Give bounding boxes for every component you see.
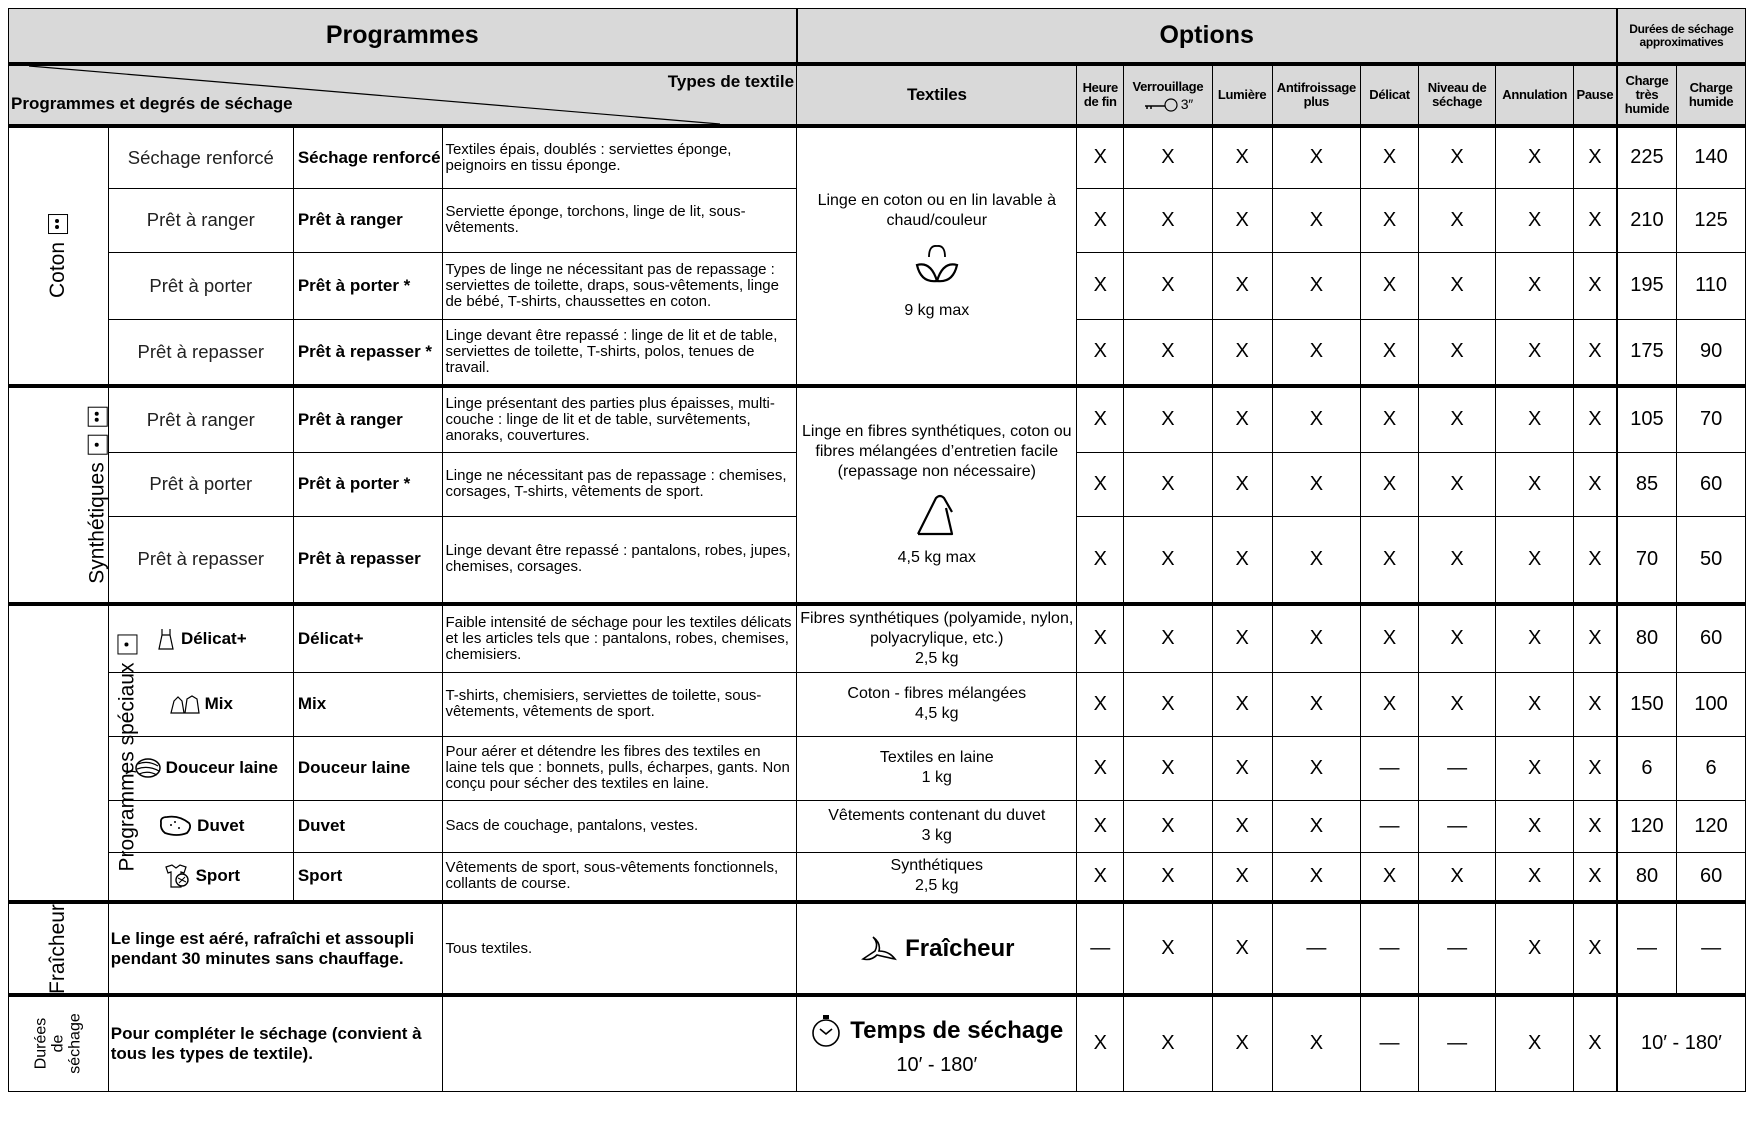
lock-time: 3″ [1180, 95, 1193, 112]
program-degree: Douceur laine [293, 736, 443, 800]
opt-cell: X [1124, 800, 1213, 852]
opt-cell: X [1361, 188, 1419, 252]
textiles-kg: 2,5 kg [914, 877, 959, 895]
opt-cell: X [1573, 516, 1616, 604]
opt-cell: X [1077, 852, 1124, 902]
opt-cell: X [1077, 319, 1124, 386]
duration-tres-humide: 150 [1617, 672, 1677, 736]
group-speciaux [9, 604, 139, 902]
program-degree: Prêt à repasser * [293, 319, 443, 386]
duration-humide: 90 [1677, 319, 1746, 386]
header-verrouillage [1124, 64, 1213, 126]
duvet-pillow-icon [157, 813, 193, 839]
opt-cell: X [1124, 736, 1213, 800]
header-antifroissage: Antifroissage plus [1272, 64, 1361, 126]
lock-key-icon [1143, 97, 1179, 111]
opt-cell: X [1573, 800, 1616, 852]
group-coton-label: Coton [46, 241, 70, 299]
program-desc: Linge devant être repassé : pantalons, robes, jupes, chemises, corsages. [443, 516, 797, 604]
opt-cell: X [1124, 188, 1213, 252]
opt-cell: X [1077, 516, 1124, 604]
opt-cell: X [1272, 672, 1361, 736]
textiles-kg: 2,5 kg [914, 649, 959, 667]
duration-humide: — [1677, 902, 1746, 995]
duration-tres-humide: 195 [1617, 252, 1677, 319]
program-desc: T-shirts, chemisiers, serviettes de toilette, sous-vêtements, vêtements de sport. [443, 672, 797, 736]
dry-one-dot-icon [88, 434, 108, 454]
dry-two-dots-icon [88, 406, 108, 426]
textiles-coton [797, 126, 1077, 386]
header-textiles: Textiles [797, 64, 1077, 126]
opt-cell: X [1212, 852, 1272, 902]
table-row [9, 604, 1746, 672]
opt-cell: X [1212, 516, 1272, 604]
opt-cell: X [1496, 386, 1574, 452]
program-desc: Types de linge ne nécessitant pas de repassage : serviettes de toilette, draps, sous-vêtements, linge de bébé, T-shirts, chaussettes en coton. [443, 252, 797, 319]
duration-tres-humide: 120 [1617, 800, 1677, 852]
opt-cell: X [1361, 126, 1419, 188]
opt-cell: X [1124, 452, 1213, 516]
program-name: Prêt à repasser [108, 516, 293, 604]
opt-cell: X [1272, 386, 1361, 452]
opt-cell: — [1361, 800, 1419, 852]
duration-range: 10′ - 180′ [1617, 995, 1746, 1091]
opt-cell: X [1124, 672, 1213, 736]
temps-range: 10′ - 180′ [896, 1053, 978, 1076]
duration-tres-humide: — [1617, 902, 1677, 995]
textiles-text: Synthétiques [890, 857, 984, 875]
group-synthetiques [9, 386, 109, 604]
types-textile-label: Types de textile [667, 72, 795, 91]
opt-cell: X [1496, 995, 1574, 1091]
opt-cell: — [1361, 902, 1419, 995]
program-desc-bold: Pour compléter le séchage (convient à tous les types de textile). [108, 995, 443, 1091]
opt-cell: X [1496, 516, 1574, 604]
program-name: Douceur laine [165, 758, 278, 777]
opt-cell: X [1077, 800, 1124, 852]
opt-cell: X [1212, 126, 1272, 188]
opt-cell: X [1124, 852, 1213, 902]
header-niveau-sechage: Niveau de séchage [1418, 64, 1496, 126]
opt-cell: X [1418, 188, 1496, 252]
opt-cell: X [1573, 672, 1616, 736]
textiles-cell [797, 672, 1077, 736]
table-row [9, 126, 1746, 188]
textiles-text: Textiles en laine [879, 749, 994, 766]
duration-humide: 70 [1677, 386, 1746, 452]
opt-cell: X [1361, 672, 1419, 736]
opt-cell: X [1077, 252, 1124, 319]
header-charge-humide: Charge humide [1677, 64, 1746, 126]
program-desc [443, 995, 797, 1091]
duration-humide: 110 [1677, 252, 1746, 319]
opt-cell: X [1418, 386, 1496, 452]
opt-cell: X [1124, 252, 1213, 319]
programme-table [8, 8, 1746, 1092]
iron-shape-icon [912, 490, 962, 540]
textiles-synth-kg: 4,5 kg max [897, 549, 976, 566]
opt-cell: X [1077, 995, 1124, 1091]
timer-icon [810, 1013, 844, 1049]
opt-cell: X [1496, 188, 1574, 252]
opt-cell: X [1573, 386, 1616, 452]
fraicheur-label: Fraîcheur [905, 934, 1015, 962]
program-desc: Pour aérer et détendre les fibres des textiles en laine tels que : bonnets, pulls, écharpes, gants. Non conçu pour sécher des textiles en laine. [443, 736, 797, 800]
group-fraicheur-label: Fraîcheur [46, 903, 70, 994]
opt-cell: X [1212, 800, 1272, 852]
textiles-kg: 1 kg [921, 769, 952, 786]
opt-cell: — [1361, 995, 1419, 1091]
duration-tres-humide: 6 [1617, 736, 1677, 800]
program-desc: Vêtements de sport, sous-vêtements fonctionnels, collants de course. [443, 852, 797, 902]
program-name: Prêt à repasser [108, 319, 293, 386]
group-durees [9, 995, 109, 1091]
textiles-synth [797, 386, 1077, 604]
sport-shirt-icon [162, 863, 192, 889]
opt-cell: X [1124, 319, 1213, 386]
group-durees-label: Durées de séchage [32, 1013, 84, 1074]
opt-cell: X [1361, 386, 1419, 452]
program-desc: Sacs de couchage, pantalons, vestes. [443, 800, 797, 852]
program-desc: Faible intensité de séchage pour les textiles délicats et les articles tels que : pantalons, robes, chemises, chemisiers. [443, 604, 797, 672]
opt-cell: X [1418, 319, 1496, 386]
opt-cell: X [1573, 452, 1616, 516]
header-programmes: Programmes [9, 9, 797, 65]
opt-cell: X [1418, 852, 1496, 902]
opt-cell: X [1573, 995, 1616, 1091]
opt-cell: X [1212, 452, 1272, 516]
program-name: Prêt à porter [108, 252, 293, 319]
program-degree: Prêt à porter * [293, 452, 443, 516]
opt-cell: X [1124, 604, 1213, 672]
opt-cell: X [1573, 604, 1616, 672]
opt-cell: X [1496, 800, 1574, 852]
opt-cell: X [1418, 252, 1496, 319]
opt-cell: X [1418, 126, 1496, 188]
program-desc: Linge ne nécessitant pas de repassage : chemises, corsages, T-shirts, vêtements de sport. [443, 452, 797, 516]
duration-tres-humide: 225 [1617, 126, 1677, 188]
opt-cell: X [1272, 516, 1361, 604]
opt-cell: X [1496, 604, 1574, 672]
opt-cell: X [1212, 252, 1272, 319]
header-charge-tres-humide: Charge très humide [1617, 64, 1677, 126]
header-delicat: Délicat [1361, 64, 1419, 126]
duration-tres-humide: 105 [1617, 386, 1677, 452]
program-name: Mix [204, 694, 233, 713]
program-name: Duvet [197, 816, 245, 835]
duration-humide: 50 [1677, 516, 1746, 604]
opt-cell: X [1496, 672, 1574, 736]
group-speciaux-label: Programmes spéciaux [115, 662, 139, 872]
opt-cell: X [1361, 852, 1419, 902]
opt-cell: X [1077, 604, 1124, 672]
opt-cell: X [1272, 188, 1361, 252]
program-name: Séchage renforcé [108, 126, 293, 188]
program-degree: Prêt à porter * [293, 252, 443, 319]
duration-humide: 120 [1677, 800, 1746, 852]
opt-cell: — [1418, 902, 1496, 995]
opt-cell: X [1212, 672, 1272, 736]
opt-cell: X [1418, 604, 1496, 672]
opt-cell: X [1496, 252, 1574, 319]
duration-humide: 125 [1677, 188, 1746, 252]
textiles-cell [797, 800, 1077, 852]
opt-cell: X [1077, 672, 1124, 736]
header-lumiere: Lumière [1212, 64, 1272, 126]
header-annulation: Annulation [1496, 64, 1574, 126]
textiles-coton-text: Linge en coton ou en lin lavable à chaud/couleur [817, 192, 1056, 229]
opt-cell: X [1573, 252, 1616, 319]
program-degree: Prêt à repasser [293, 516, 443, 604]
opt-cell: — [1418, 800, 1496, 852]
table-row [9, 736, 1746, 800]
header-heure-fin: Heure de fin [1077, 64, 1124, 126]
table-row [9, 672, 1746, 736]
table-row [9, 852, 1746, 902]
opt-cell: — [1418, 995, 1496, 1091]
textiles-kg: 4,5 kg [914, 705, 959, 722]
opt-cell: X [1573, 319, 1616, 386]
duration-humide: 140 [1677, 126, 1746, 188]
program-degree: Duvet [293, 800, 443, 852]
opt-cell: X [1496, 852, 1574, 902]
duration-humide: 100 [1677, 672, 1746, 736]
duration-tres-humide: 175 [1617, 319, 1677, 386]
opt-cell: X [1361, 252, 1419, 319]
opt-cell: X [1272, 736, 1361, 800]
program-desc: Tous textiles. [443, 902, 797, 995]
table-row [9, 995, 1746, 1091]
cotton-flower-icon [907, 237, 967, 293]
fan-freshness-icon [859, 933, 899, 965]
opt-cell: X [1212, 604, 1272, 672]
duration-tres-humide: 70 [1617, 516, 1677, 604]
opt-cell: X [1212, 188, 1272, 252]
opt-cell: X [1272, 800, 1361, 852]
table-row [9, 800, 1746, 852]
textiles-cell [797, 902, 1077, 995]
duration-tres-humide: 80 [1617, 852, 1677, 902]
textiles-kg: 3 kg [921, 827, 952, 844]
opt-cell: — [1272, 902, 1361, 995]
opt-cell: X [1077, 188, 1124, 252]
opt-cell: X [1418, 672, 1496, 736]
opt-cell: X [1496, 736, 1574, 800]
header-pause: Pause [1573, 64, 1616, 126]
duration-tres-humide: 85 [1617, 452, 1677, 516]
opt-cell: X [1212, 386, 1272, 452]
program-name: Sport [195, 866, 240, 886]
program-desc-bold: Le linge est aéré, rafraîchi et assoupli pendant 30 minutes sans chauffage. [108, 902, 443, 995]
group-coton [9, 126, 109, 386]
opt-cell: X [1272, 319, 1361, 386]
program-name: Prêt à porter [108, 452, 293, 516]
opt-cell: X [1573, 126, 1616, 188]
opt-value: — [1090, 937, 1111, 959]
opt-cell: X [1573, 852, 1616, 902]
opt-cell: X [1077, 452, 1124, 516]
header-durations: Durées de séchage approximatives [1617, 9, 1746, 65]
opt-cell: X [1124, 995, 1213, 1091]
opt-cell [1077, 902, 1124, 995]
opt-cell: X [1361, 319, 1419, 386]
program-degree: Séchage renforcé [293, 126, 443, 188]
opt-cell: X [1496, 452, 1574, 516]
opt-cell: X [1573, 188, 1616, 252]
programmes-degres-label: Programmes et degrés de séchage [11, 94, 293, 113]
opt-cell: X [1496, 126, 1574, 188]
program-desc: Linge devant être repassé : linge de lit et de table, serviettes de toilette, T-shirts, polos, tenues de travail. [443, 319, 797, 386]
opt-cell: X [1418, 452, 1496, 516]
program-name: Délicat+ [180, 628, 247, 648]
opt-cell: X [1124, 516, 1213, 604]
opt-cell: X [1272, 852, 1361, 902]
program-desc: Textiles épais, doublés : serviettes éponge, peignoirs en tissu éponge. [443, 126, 797, 188]
dry-one-dot-icon [118, 635, 138, 655]
opt-cell: X [1212, 319, 1272, 386]
duration-humide: 60 [1677, 452, 1746, 516]
program-desc: Serviette éponge, torchons, linge de lit, sous-vêtements. [443, 188, 797, 252]
table-row [9, 386, 1746, 452]
opt-cell: X [1124, 126, 1213, 188]
program-desc: Linge présentant des parties plus épaisses, multi-couche : linge de lit et de table, survêtements, anoraks, couvertures. [443, 386, 797, 452]
textiles-synth-text: Linge en fibres synthétiques, coton ou fibres mélangées d’entretien facile (repassage non nécessaire) [802, 423, 1072, 480]
textiles-text: Vêtements contenant du duvet [828, 807, 1046, 824]
program-degree: Prêt à ranger [293, 386, 443, 452]
program-degree: Mix [293, 672, 443, 736]
group-fraicheur [9, 902, 109, 995]
opt-cell: X [1272, 452, 1361, 516]
opt-cell: X [1573, 902, 1616, 995]
program-degree: Sport [293, 852, 443, 902]
opt-cell: X [1272, 604, 1361, 672]
opt-cell: X [1361, 516, 1419, 604]
textiles-text: Coton - fibres mélangées [847, 685, 1027, 702]
opt-cell: X [1272, 126, 1361, 188]
duration-tres-humide: 210 [1617, 188, 1677, 252]
textiles-cell [797, 736, 1077, 800]
verrouillage-label: Verrouillage [1132, 78, 1204, 94]
opt-cell: X [1272, 252, 1361, 319]
opt-cell: X [1496, 902, 1574, 995]
duration-humide: 6 [1677, 736, 1746, 800]
opt-cell: X [1077, 386, 1124, 452]
table-row [9, 902, 1746, 995]
opt-cell: X [1077, 126, 1124, 188]
opt-cell: X [1361, 604, 1419, 672]
textiles-cell [797, 995, 1077, 1091]
program-degree: Délicat+ [293, 604, 443, 672]
textiles-coton-kg: 9 kg max [904, 302, 970, 319]
opt-cell: X [1212, 902, 1272, 995]
opt-cell: X [1496, 319, 1574, 386]
opt-cell: X [1212, 736, 1272, 800]
textiles-cell [797, 604, 1077, 672]
opt-cell: X [1124, 902, 1213, 995]
program-name: Prêt à ranger [108, 188, 293, 252]
program-degree: Prêt à ranger [293, 188, 443, 252]
opt-cell: X [1272, 995, 1361, 1091]
group-synth-label: Synthétiques [85, 462, 109, 584]
opt-cell: — [1361, 736, 1419, 800]
diagonal-header [9, 64, 797, 126]
delicate-garment-icon [155, 627, 177, 651]
textiles-cell [797, 852, 1077, 902]
opt-cell: X [1077, 736, 1124, 800]
dry-two-dots-icon [49, 214, 69, 234]
header-options: Options [797, 9, 1617, 65]
program-name: Prêt à ranger [108, 386, 293, 452]
opt-cell: — [1418, 736, 1496, 800]
temps-sechage-label: Temps de séchage [850, 1016, 1064, 1044]
mix-garments-icon [169, 693, 201, 715]
opt-cell: X [1124, 386, 1213, 452]
opt-cell: X [1573, 736, 1616, 800]
duration-tres-humide: 80 [1617, 604, 1677, 672]
opt-cell: X [1418, 516, 1496, 604]
opt-cell: X [1361, 452, 1419, 516]
opt-cell: X [1212, 995, 1272, 1091]
textiles-text: Fibres synthétiques (polyamide, nylon, polyacrylique, etc.) [800, 609, 1074, 647]
duration-humide: 60 [1677, 852, 1746, 902]
duration-humide: 60 [1677, 604, 1746, 672]
